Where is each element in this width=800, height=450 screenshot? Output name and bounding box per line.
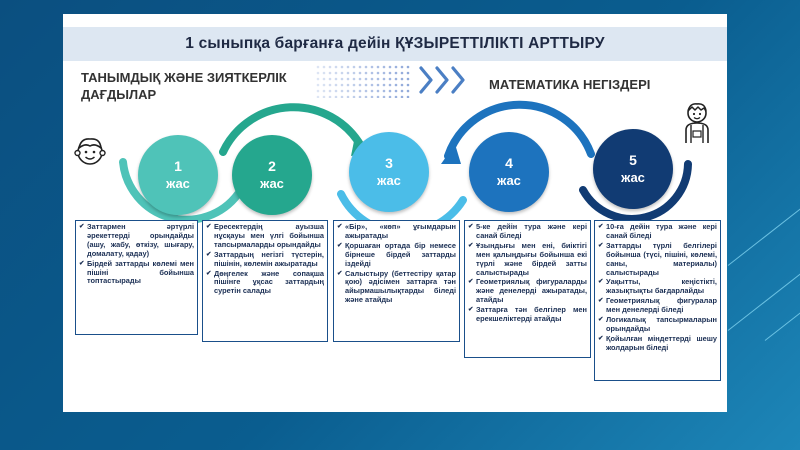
stage-label: жас	[260, 176, 284, 191]
list-item: ✔ Геометриялық фигуралар мен денелерді біледі	[598, 297, 717, 315]
stage-circle-1	[138, 135, 218, 215]
competency-list	[79, 223, 194, 286]
slide-title: 1 сыныпқа барғанға дейін ҚҰЗЫРЕТТІЛІКТІ АРТТЫРУ	[185, 35, 605, 52]
competency-list	[598, 223, 717, 353]
right-heading: МАТЕМАТИКА НЕГІЗДЕРІ	[489, 77, 651, 92]
stage-label: жас	[621, 170, 645, 185]
list-item: ✔ 10-ға дейін тура және кері санай біледі	[598, 223, 717, 241]
list-item: ✔ Уақытты, кеңістікті, жазықтықты бағдарлайды	[598, 278, 717, 296]
stage-number: 3	[385, 155, 393, 171]
competency-list	[468, 223, 587, 324]
stage-circle-4	[469, 132, 549, 212]
list-item: ✔ Геометриялық фигураларды және денелерді ажыратады, атайды	[468, 278, 587, 305]
stage-label: жас	[377, 173, 401, 188]
stage-number: 1	[174, 158, 182, 174]
list-item: ✔ Заттармен әртүрлі әрекеттерді орындайды (ашу, жабу, өткізу, шығару, домалату, қадау)	[79, 223, 194, 259]
stage-number: 5	[629, 152, 637, 168]
stage-circle-3	[349, 132, 429, 212]
list-item: ✔ Дөңгелек және сопақша пішінге ұқсас заттардың суретін салады	[206, 270, 324, 297]
competency-list	[206, 223, 324, 296]
competency-card-2	[202, 220, 328, 342]
stage-circle-2	[232, 135, 312, 215]
competency-card-3	[333, 220, 460, 342]
list-item: ✔ Заттарға тән белгілер мен ерекшеліктерді атайды	[468, 306, 587, 324]
list-item: ✔ Заттардың негізгі түстерін, пішінін, көлемін ажыратады	[206, 251, 324, 269]
competency-card-1	[75, 220, 198, 335]
list-item: ✔ Заттарды түрлі белгілері бойынша (түсі, пішіні, көлемі, саны, материалы) салыстырады	[598, 242, 717, 278]
list-item: ✔ Қойылған міндеттерді шешу жолдарын біледі	[598, 335, 717, 353]
decor-line	[728, 197, 800, 266]
slide-canvas	[63, 14, 727, 412]
list-item: ✔ «Бір», «көп» ұғымдарын ажыратады	[337, 223, 456, 241]
list-item: ✔ Ұзындығы мен ені, биіктігі мен қалыңдығы бойынша екі түрлі және бірдей затты салыстырады	[468, 242, 587, 278]
competency-card-4	[464, 220, 591, 358]
competency-list	[337, 223, 456, 305]
list-item: ✔ 5-ке дейін тура және кері санай біледі	[468, 223, 587, 241]
stage-label: жас	[497, 173, 521, 188]
child-figure-icon	[680, 101, 714, 145]
stage-label: жас	[166, 176, 190, 191]
list-item: ✔ Логикалық тапсырмаларын орындайды	[598, 316, 717, 334]
competency-card-5	[594, 220, 721, 381]
list-item: ✔ Ересектердің ауызша нұсқауы мен үлгі бойынша тапсырмаларды орындайды	[206, 223, 324, 250]
boy-face-icon	[73, 134, 107, 168]
decor-line	[765, 291, 800, 341]
list-item: ✔ Қоршаған ортада бір немесе бірнеше бірдей заттарды іздейді	[337, 242, 456, 269]
stage-number: 4	[505, 155, 513, 171]
stage-circle-5	[593, 129, 673, 209]
list-item: ✔ Бірдей заттарды көлемі мен пішіні бойынша топтастырады	[79, 260, 194, 287]
stage-number: 2	[268, 158, 276, 174]
list-item: ✔ Салыстыру (беттестіру қатар қою) әдісімен заттарға тән айырмашылықтарды біледі және атайды	[337, 270, 456, 306]
left-heading: ТАНЫМДЫҚ ЖӘНЕ ЗИЯТКЕРЛІК ДАҒДЫЛАР	[81, 70, 287, 102]
